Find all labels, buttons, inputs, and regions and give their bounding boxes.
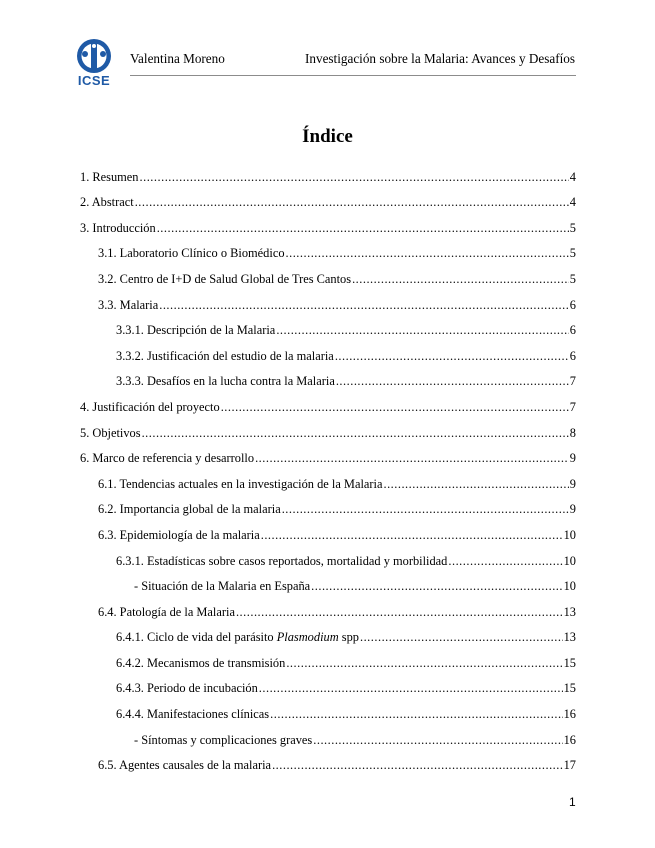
toc-dot-leader	[157, 221, 569, 236]
toc-entry[interactable]	[80, 543, 576, 569]
toc-entry-label: - Síntomas y complicaciones graves	[134, 732, 313, 747]
toc-entry[interactable]	[80, 466, 576, 492]
toc-entry-page: 13	[563, 630, 576, 645]
toc-dot-leader	[282, 502, 569, 517]
toc-entry-label: 6.4.1. Ciclo de vida del parásito Plasmodium spp	[116, 630, 359, 645]
toc-dot-leader	[360, 630, 563, 645]
toc-entry-page: 10	[563, 553, 576, 568]
header-title: Investigación sobre la Malaria: Avances y Desafíos	[304, 51, 575, 66]
toc-dot-leader	[135, 195, 569, 210]
toc-entry-label: 6.4.3. Periodo de incubación	[116, 681, 258, 696]
toc-dot-leader	[383, 477, 568, 492]
toc-dot-leader	[140, 170, 569, 185]
toc-entry-page: 16	[563, 732, 576, 747]
toc-dot-leader	[286, 656, 562, 671]
toc-entry-page: 15	[563, 681, 576, 696]
toc-dot-leader	[261, 528, 563, 543]
toc-entry[interactable]	[80, 441, 576, 467]
toc-entry-label: 6.4. Patología de la Malaria	[98, 604, 235, 619]
toc-entry-page: 7	[569, 399, 576, 414]
toc-dot-leader	[236, 605, 563, 620]
toc-entry-label: 6.2. Importancia global de la malaria	[98, 502, 281, 517]
toc-dot-leader	[259, 681, 563, 696]
toc-entry-label: 3.3.2. Justificación del estudio de la malaria	[116, 348, 334, 363]
toc-entry-page: 8	[569, 425, 576, 440]
toc-entry-page: 9	[569, 476, 576, 491]
toc-entry-page: 6	[569, 297, 576, 312]
toc-entry-page: 4	[569, 195, 576, 210]
header-author: Valentina Moreno	[130, 51, 225, 66]
toc-entry-page: 4	[569, 169, 576, 184]
toc-dot-leader	[286, 246, 569, 261]
toc-entry-label: 3.3. Malaria	[98, 297, 159, 312]
toc-entry-page: 5	[569, 271, 576, 286]
toc-entry-page: 6	[569, 348, 576, 363]
toc-dot-leader	[313, 733, 562, 748]
table-of-contents	[80, 159, 576, 773]
toc-dot-leader	[311, 579, 562, 594]
toc-entry[interactable]	[80, 313, 576, 339]
toc-entry-page: 10	[563, 527, 576, 542]
toc-entry-label: 3.3.3. Desafíos en la lucha contra la Malaria	[116, 374, 335, 389]
toc-entry[interactable]	[80, 364, 576, 390]
toc-dot-leader	[335, 349, 569, 364]
toc-entry-label: 4. Justificación del proyecto	[80, 399, 220, 414]
toc-entry[interactable]	[80, 748, 576, 774]
toc-entry-page: 9	[569, 451, 576, 466]
toc-entry-label: 6. Marco de referencia y desarrollo	[80, 451, 255, 466]
logo-text: ICSE	[77, 73, 111, 88]
toc-entry-label: 1. Resumen	[80, 169, 139, 184]
toc-entry-page: 9	[569, 502, 576, 517]
toc-entry-label: 2. Abstract	[80, 195, 134, 210]
toc-entry-label: 3.1. Laboratorio Clínico o Biomédico	[98, 246, 285, 261]
toc-entry-page: 15	[563, 655, 576, 670]
toc-entry-label: 6.4.4. Manifestaciones clínicas	[116, 707, 270, 722]
toc-entry[interactable]	[80, 389, 576, 415]
toc-dot-leader	[221, 400, 569, 415]
toc-dot-leader	[142, 426, 569, 441]
toc-entry-page: 7	[569, 374, 576, 389]
toc-entry-label: 3.2. Centro de I+D de Salud Global de Tres Cantos	[98, 271, 352, 286]
toc-dot-leader	[336, 374, 569, 389]
toc-dot-leader	[272, 758, 563, 773]
toc-entry-page: 5	[569, 246, 576, 261]
toc-entry-label: 6.4.2. Mecanismos de transmisión	[116, 655, 286, 670]
toc-entry[interactable]	[80, 338, 576, 364]
toc-entry[interactable]	[80, 492, 576, 518]
toc-entry-label: 6.3.1. Estadísticas sobre casos reportados, mortalidad y morbilidad	[116, 553, 448, 568]
toc-dot-leader	[255, 451, 569, 466]
toc-entry[interactable]	[80, 185, 576, 211]
toc-entry-page: 17	[563, 758, 576, 773]
toc-entry-label: 6.3. Epidemiología de la malaria	[98, 527, 260, 542]
toc-dot-leader	[352, 272, 569, 287]
toc-entry-label: 6.5. Agentes causales de la malaria	[98, 758, 272, 773]
toc-entry[interactable]	[80, 159, 576, 185]
toc-entry[interactable]	[80, 671, 576, 697]
toc-entry[interactable]	[80, 645, 576, 671]
toc-entry-label: 3.3.1. Descripción de la Malaria	[116, 323, 276, 338]
toc-entry-page: 5	[569, 220, 576, 235]
toc-entry[interactable]	[80, 415, 576, 441]
toc-entry[interactable]	[80, 236, 576, 262]
toc-entry[interactable]	[80, 594, 576, 620]
toc-dot-leader	[276, 323, 568, 338]
toc-title: Índice	[302, 126, 353, 147]
toc-entry-page: 16	[563, 707, 576, 722]
header-divider	[130, 75, 576, 76]
toc-entry[interactable]	[80, 722, 576, 748]
toc-entry[interactable]	[80, 210, 576, 236]
toc-entry[interactable]	[80, 620, 576, 646]
toc-entry-label: 6.1. Tendencias actuales en la investigación de la Malaria	[98, 476, 383, 491]
toc-entry[interactable]	[80, 517, 576, 543]
toc-entry-page: 6	[569, 323, 576, 338]
toc-entry[interactable]	[80, 287, 576, 313]
toc-entry[interactable]	[80, 569, 576, 595]
toc-entry[interactable]	[80, 261, 576, 287]
toc-entry-page: 10	[563, 579, 576, 594]
toc-entry-page: 13	[563, 604, 576, 619]
toc-dot-leader	[448, 554, 562, 569]
toc-entry-label: 3. Introducción	[80, 220, 156, 235]
toc-entry[interactable]	[80, 696, 576, 722]
toc-dot-leader	[270, 707, 562, 722]
toc-entry-label: 5. Objetivos	[80, 425, 141, 440]
page-number: 1	[569, 795, 576, 809]
toc-dot-leader	[159, 298, 569, 313]
toc-entry-label: - Situación de la Malaria en España	[134, 579, 311, 594]
